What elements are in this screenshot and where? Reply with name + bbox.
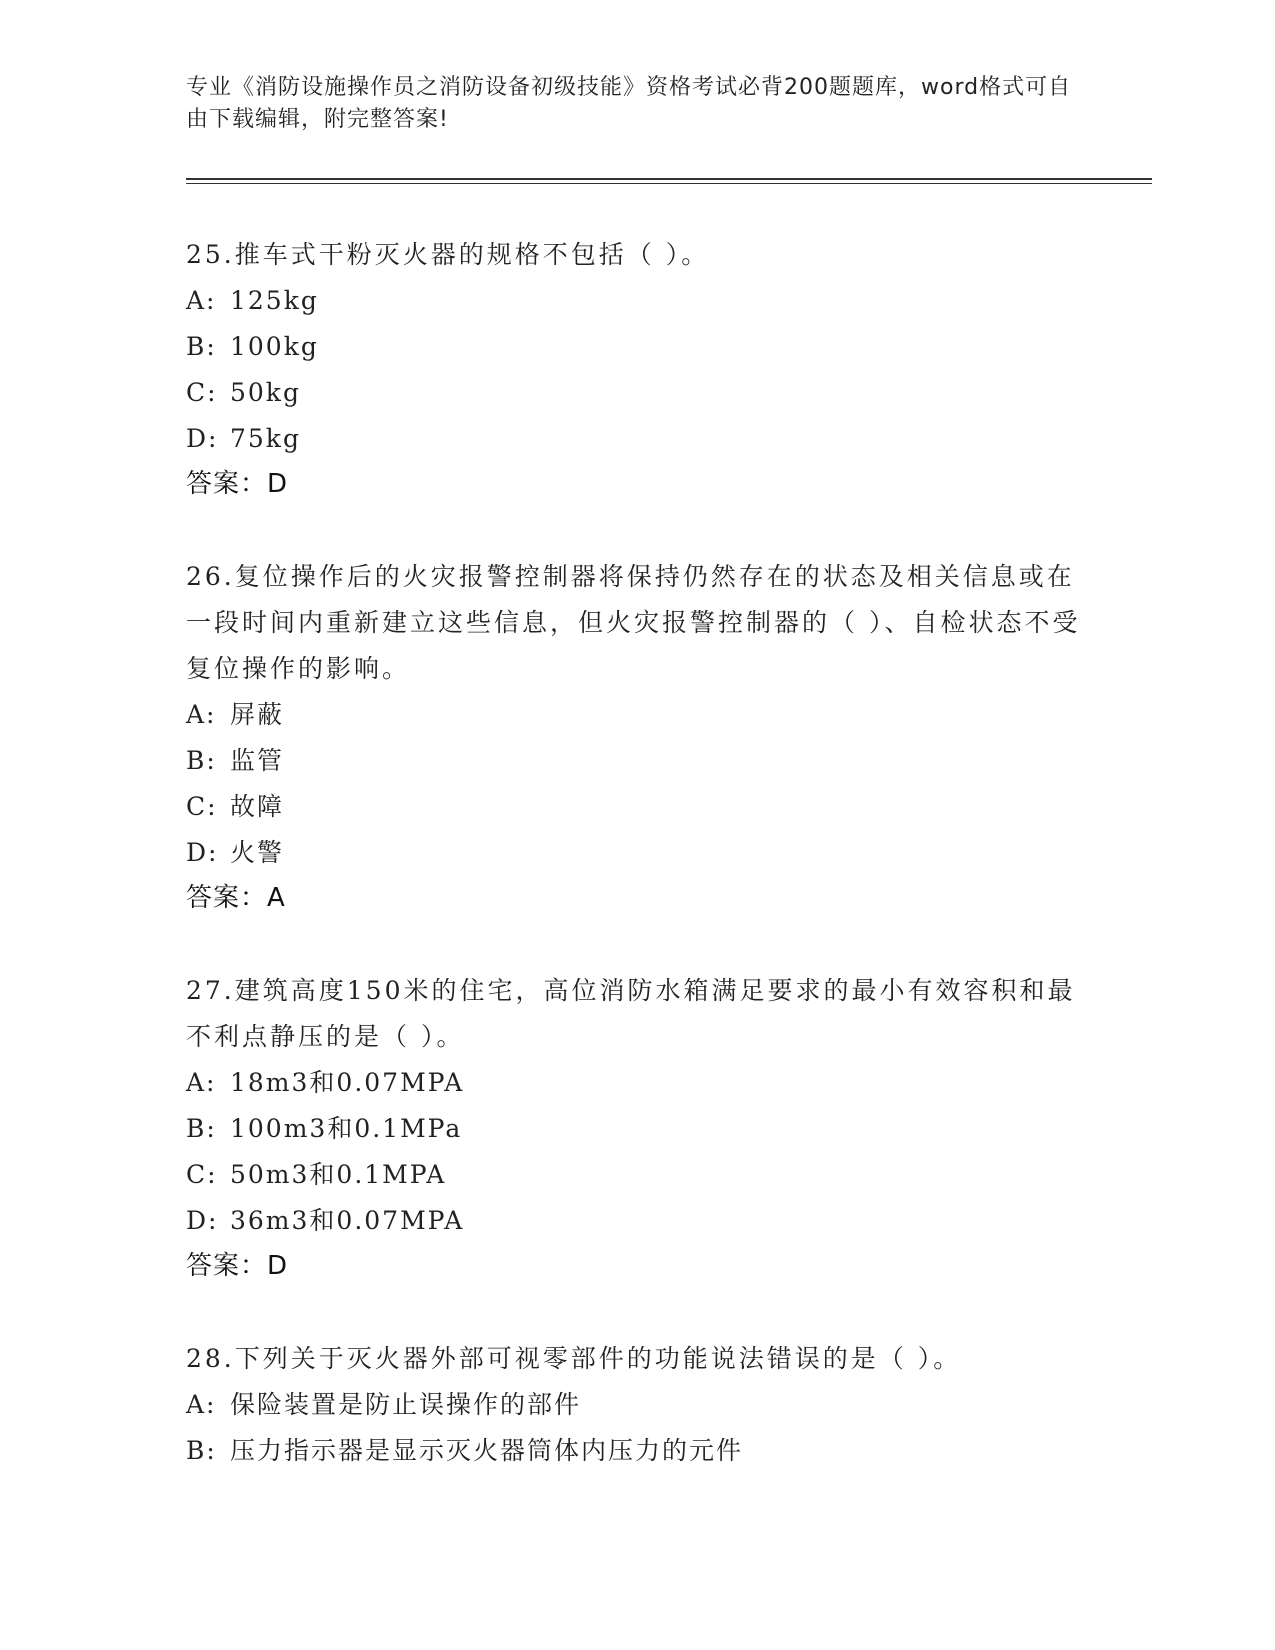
question-text: 28.下列关于灭火器外部可视零部件的功能说法错误的是（ ）。 <box>186 1344 962 1373</box>
option-text: 故障 <box>230 792 285 821</box>
option-text: 50m3和0.1MPA <box>230 1160 447 1189</box>
option-letter: A: <box>186 1390 217 1419</box>
option-text: 75kg <box>230 424 301 453</box>
option-b <box>186 1428 1086 1474</box>
header-divider-thin <box>186 183 1152 184</box>
option-letter: D: <box>186 838 219 867</box>
option-text: 125kg <box>230 286 319 315</box>
option-text: 100m3和0.1MPa <box>230 1114 463 1143</box>
option-a <box>186 692 1086 738</box>
option-a <box>186 1382 1086 1428</box>
option-letter: A: <box>186 286 217 315</box>
option-text: 100kg <box>230 332 319 361</box>
option-letter: B: <box>186 1114 217 1143</box>
option-text: 监管 <box>230 746 285 775</box>
option-letter: B: <box>186 332 217 361</box>
option-text: 36m3和0.07MPA <box>230 1206 465 1235</box>
answer-text: 答案：D <box>186 469 289 499</box>
header-title: 专业《消防设施操作员之消防设备初级技能》资格考试必背200题题库，word格式可自由下载编辑，附完整答案! <box>186 75 1072 132</box>
question-text: 25.推车式干粉灭火器的规格不包括（ ）。 <box>186 240 710 269</box>
option-text: 火警 <box>230 838 285 867</box>
option-letter: C: <box>186 378 218 407</box>
option-d <box>186 1198 1086 1244</box>
option-a <box>186 1060 1086 1106</box>
option-text: 50kg <box>230 378 301 407</box>
option-letter: B: <box>186 1436 217 1465</box>
option-b <box>186 324 1086 370</box>
question-text: 26.复位操作后的火灾报警控制器将保持仍然存在的状态及相关信息或在一段时间内重新建立这些信息，但火灾报警控制器的（ ）、自检状态不受复位操作的影响。 <box>186 562 1081 683</box>
option-letter: C: <box>186 792 218 821</box>
option-text: 保险装置是防止误操作的部件 <box>230 1390 582 1419</box>
option-c <box>186 1152 1086 1198</box>
question-27 <box>186 968 1086 1288</box>
option-c <box>186 784 1086 830</box>
option-b <box>186 1106 1086 1152</box>
option-letter: C: <box>186 1160 218 1189</box>
question-25 <box>186 232 1086 506</box>
answer-text: 答案：D <box>186 1251 289 1281</box>
option-text: 18m3和0.07MPA <box>230 1068 465 1097</box>
option-letter: A: <box>186 700 217 729</box>
option-d <box>186 830 1086 876</box>
document-header <box>186 72 1076 136</box>
option-b <box>186 738 1086 784</box>
question-28 <box>186 1336 1086 1474</box>
question-list <box>186 232 1086 1522</box>
answer-text: 答案：A <box>186 883 286 913</box>
option-d <box>186 416 1086 462</box>
option-letter: B: <box>186 746 217 775</box>
option-letter: D: <box>186 424 219 453</box>
header-divider-thick <box>186 178 1152 180</box>
question-text: 27.建筑高度150米的住宅，高位消防水箱满足要求的最小有效容积和最不利点静压的是（ ）。 <box>186 976 1076 1051</box>
option-text: 屏蔽 <box>230 700 285 729</box>
option-a <box>186 278 1086 324</box>
option-letter: A: <box>186 1068 217 1097</box>
option-c <box>186 370 1086 416</box>
option-letter: D: <box>186 1206 219 1235</box>
option-text: 压力指示器是显示灭火器筒体内压力的元件 <box>230 1436 744 1465</box>
question-26 <box>186 554 1086 920</box>
